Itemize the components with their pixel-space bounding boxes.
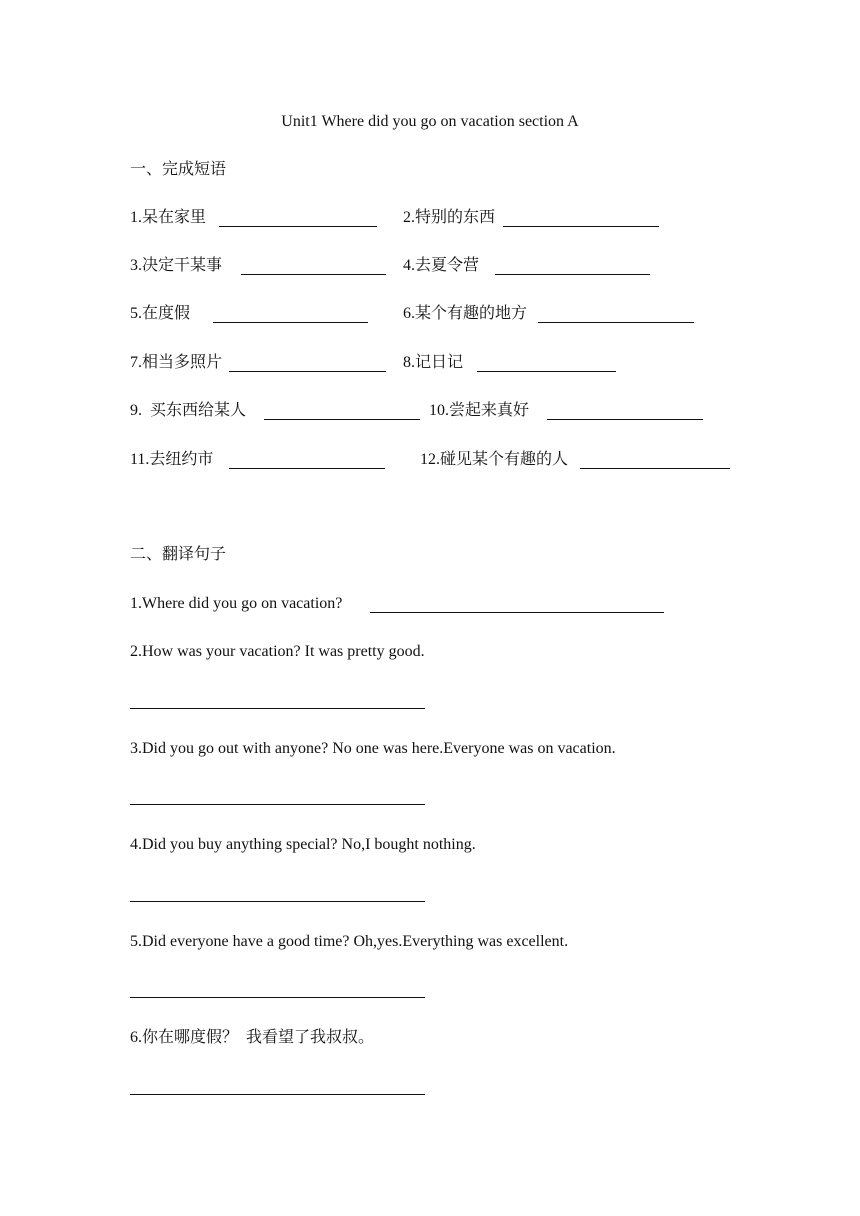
section1-heading: 一、完成短语: [130, 161, 227, 178]
translation-blank-4[interactable]: [130, 901, 425, 902]
answer-blank-10[interactable]: [547, 419, 703, 420]
phrase-item-1: 1.呆在家里: [130, 209, 207, 226]
answer-blank-6[interactable]: [538, 322, 694, 323]
translation-blank-2[interactable]: [130, 708, 425, 709]
sentence-item-4: 4.Did you buy anything special? No,I bought nothing.: [130, 836, 476, 853]
sentence-item-5: 5.Did everyone have a good time? Oh,yes.Everything was excellent.: [130, 933, 569, 950]
sentence-item-1: 1.Where did you go on vacation?: [130, 595, 343, 612]
phrase-item-2: 2.特别的东西: [403, 209, 496, 226]
phrase-item-10: 10.尝起来真好: [429, 402, 530, 419]
translation-blank-3[interactable]: [130, 804, 425, 805]
answer-blank-12[interactable]: [580, 468, 730, 469]
phrase-item-5: 5.在度假: [130, 305, 191, 322]
answer-blank-5[interactable]: [213, 322, 368, 323]
answer-blank-1[interactable]: [219, 226, 377, 227]
answer-blank-7[interactable]: [229, 371, 386, 372]
sentence-item-3: 3.Did you go out with anyone? No one was here.Everyone was on vacation.: [130, 740, 616, 757]
phrase-item-3: 3.决定干某事: [130, 257, 223, 274]
answer-blank-11[interactable]: [229, 468, 385, 469]
translation-blank-6[interactable]: [130, 1094, 425, 1095]
phrase-item-8: 8.记日记: [403, 354, 464, 371]
phrase-item-4: 4.去夏令营: [403, 257, 480, 274]
answer-blank-3[interactable]: [241, 274, 386, 275]
translation-blank-5[interactable]: [130, 997, 425, 998]
translation-blank-1[interactable]: [370, 612, 664, 613]
worksheet-title: Unit1 Where did you go on vacation section A: [281, 113, 579, 130]
answer-blank-4[interactable]: [495, 274, 650, 275]
sentence-item-6: 6.你在哪度假？ 我看望了我叔叔。: [130, 1029, 375, 1046]
phrase-item-9: 9. 买东西给某人: [130, 402, 247, 419]
section2-heading: 二、翻译句子: [130, 546, 227, 563]
answer-blank-2[interactable]: [503, 226, 659, 227]
phrase-item-12: 12.碰见某个有趣的人: [420, 451, 569, 468]
phrase-item-11: 11.去纽约市: [130, 451, 214, 468]
phrase-item-7: 7.相当多照片: [130, 354, 223, 371]
sentence-item-2: 2.How was your vacation? It was pretty good.: [130, 643, 425, 660]
answer-blank-8[interactable]: [477, 371, 616, 372]
phrase-item-6: 6.某个有趣的地方: [403, 305, 528, 322]
answer-blank-9[interactable]: [264, 419, 420, 420]
